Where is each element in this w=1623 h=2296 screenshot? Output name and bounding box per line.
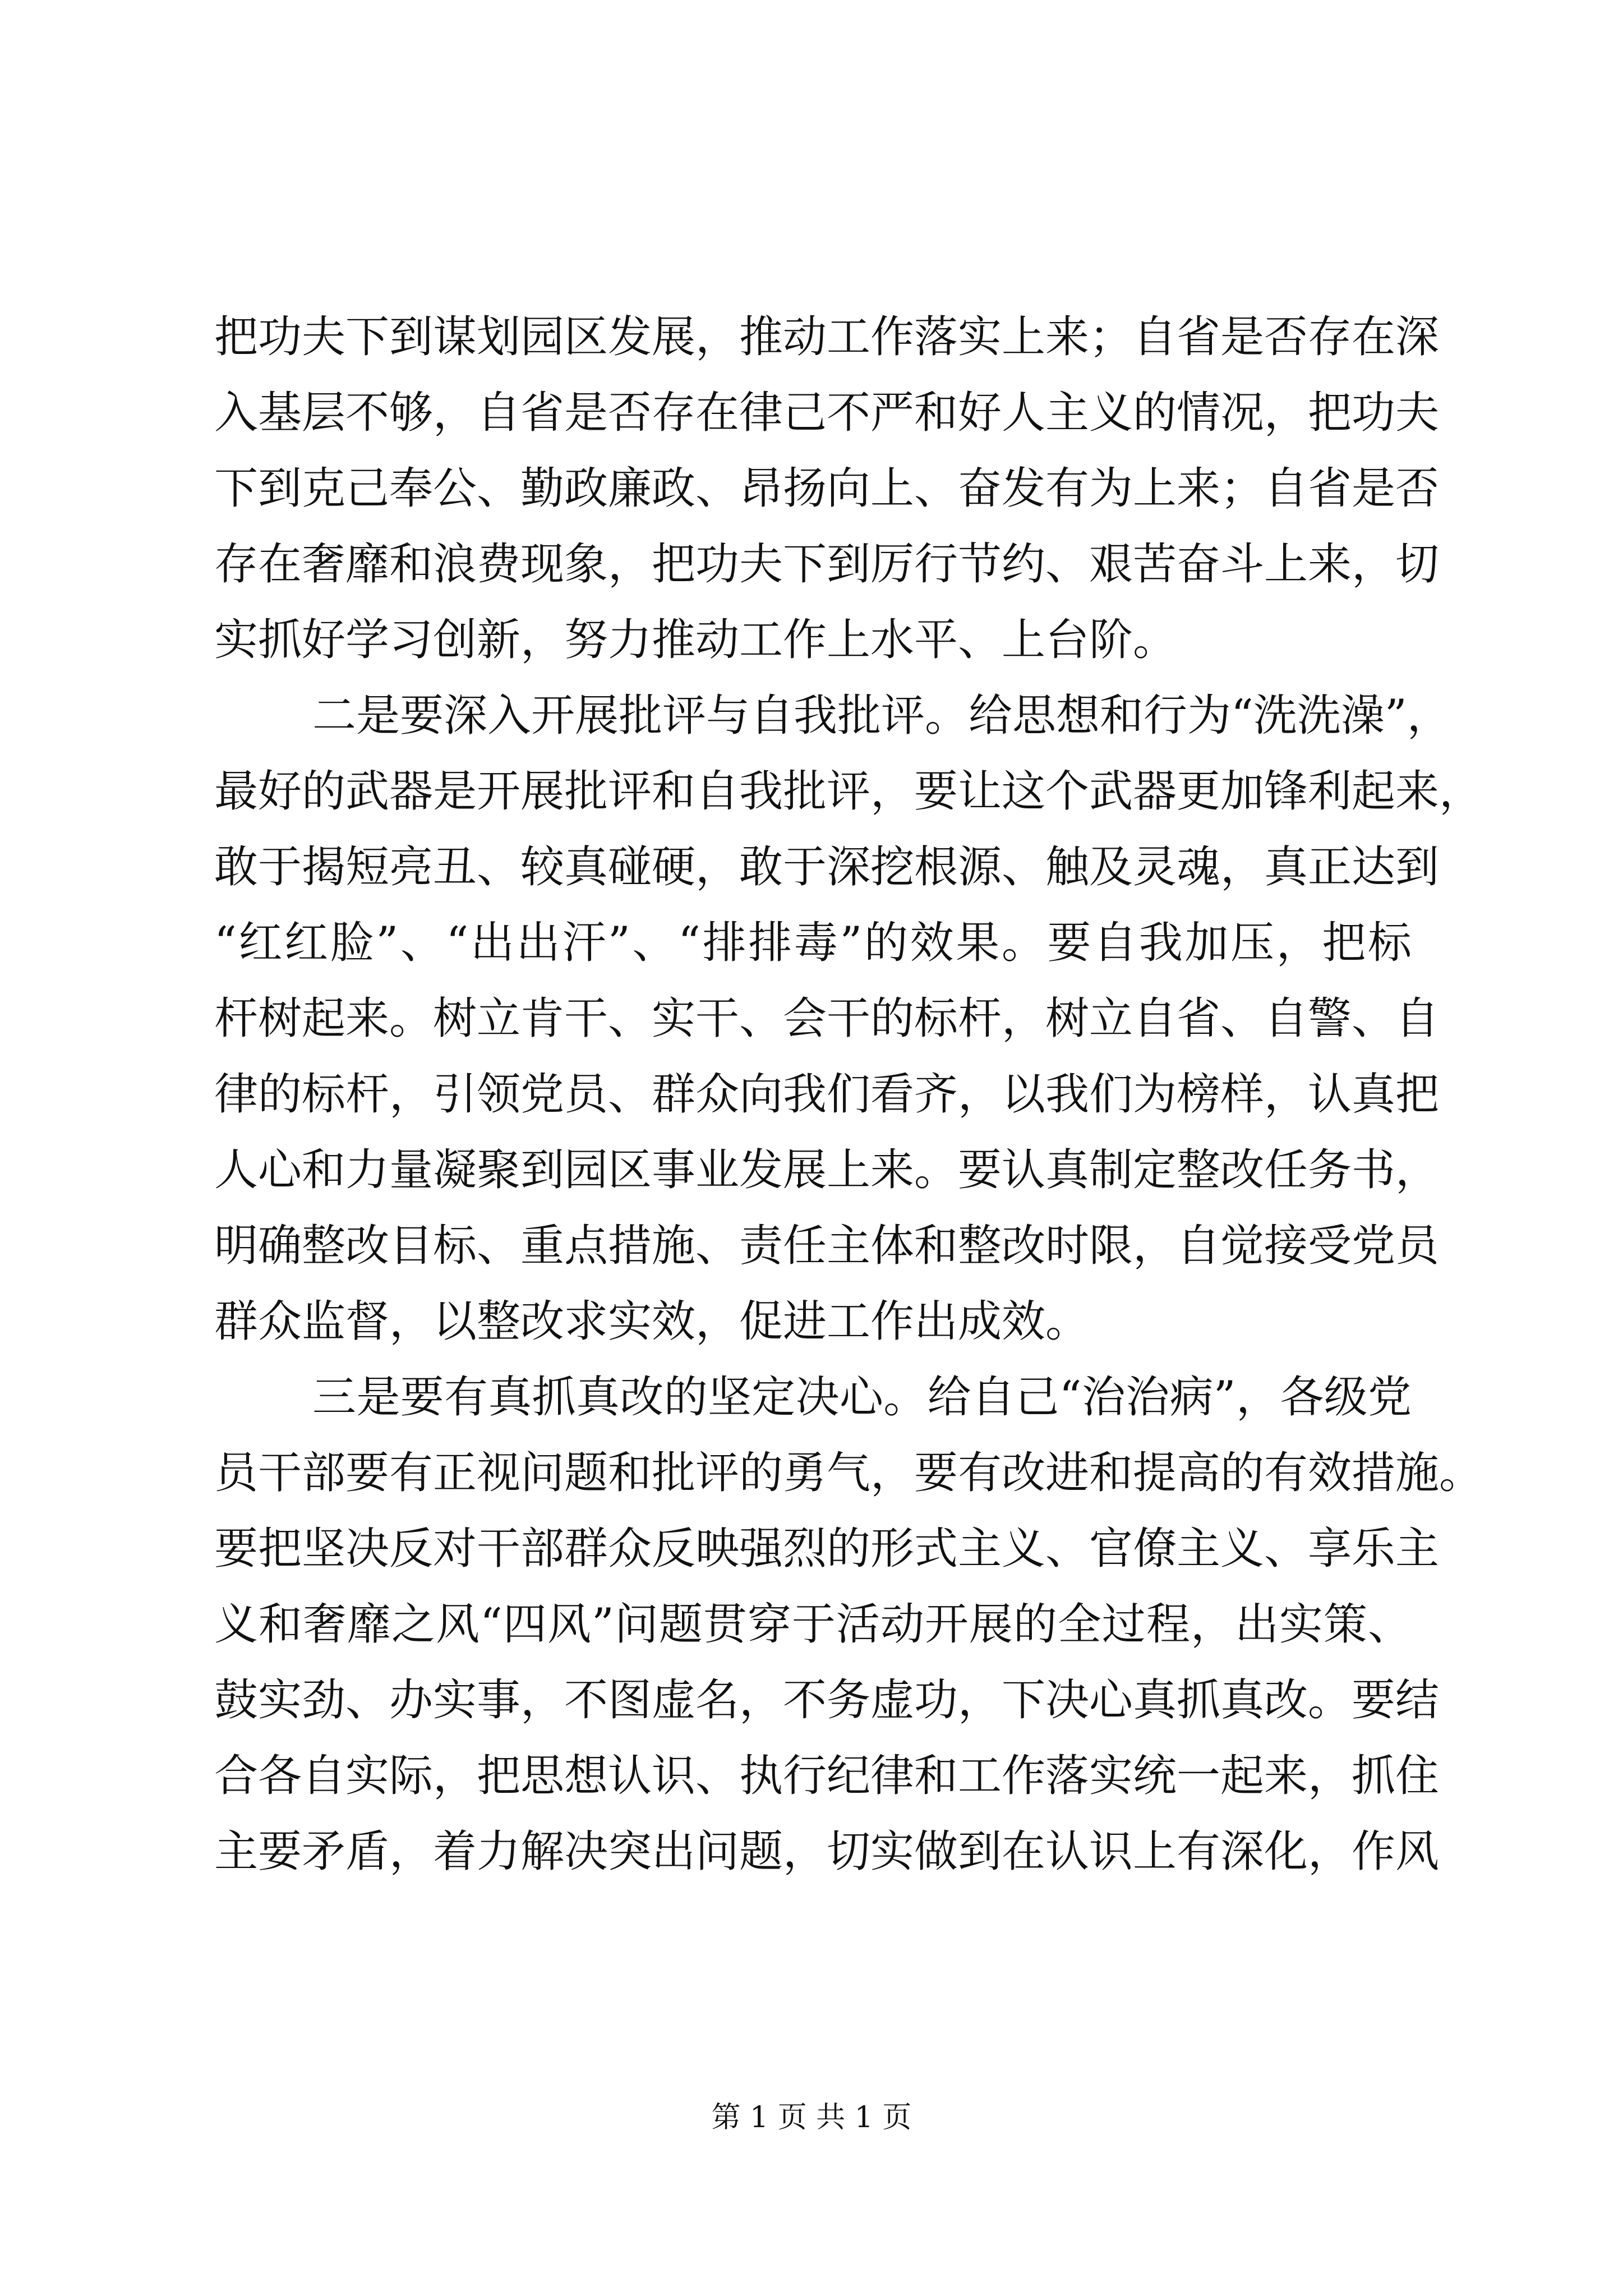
text-line: 入基层不够，自省是否存在律己不严和好人主义的情况，把功夫 [214, 388, 1440, 438]
text-line: 主要矛盾，着力解决突出问题，切实做到在认识上有深化，作风 [214, 1826, 1440, 1877]
text-line: “红红脸”、“出出汗”、“排排毒”的效果。要自我加压，把标 [214, 918, 1412, 968]
text-line: 群众监督，以整改求实效，促进工作出成效。 [214, 1296, 1090, 1347]
page-footer: 第 1 页 共 1 页 [711, 2101, 912, 2134]
text-line: 明确整改目标、重点措施、责任主体和整改时限，自觉接受党员 [214, 1221, 1440, 1271]
text-line: 义和奢靡之风“四风”问题贯穿于活动开展的全过程，出实策、 [214, 1599, 1412, 1650]
text-line: 要把坚决反对干部群众反映强烈的形式主义、官僚主义、享乐主 [214, 1524, 1440, 1574]
text-line: 律的标杆，引领党员、群众向我们看齐，以我们为榜样，认真把 [214, 1069, 1440, 1120]
text-line: 最好的武器是开展批评和自我批评，要让这个武器更加锋利起来， [214, 766, 1483, 817]
text-line: 杆树起来。树立肯干、实干、会干的标杆，树立自省、自警、自 [214, 993, 1440, 1044]
text-line: 实抓好学习创新，努力推动工作上水平、上台阶。 [214, 615, 1177, 665]
text-line: 把功夫下到谋划园区发展，推动工作落实上来；自省是否存在深 [214, 312, 1440, 362]
text-line: 员干部要有正视问题和批评的勇气，要有改进和提高的有效措施。 [214, 1448, 1483, 1498]
text-line: 合各自实际，把思想认识、执行纪律和工作落实统一起来，抓住 [214, 1751, 1440, 1801]
text-line: 敢于揭短亮丑、较真碰硬，敢于深挖根源、触及灵魂，真正达到 [214, 842, 1440, 892]
document-body [214, 300, 1483, 1890]
paragraph-first-line: 三是要有真抓真改的坚定决心。给自己“治治病”，各级党 [312, 1372, 1412, 1423]
text-line: 鼓实劲、办实事，不图虚名，不务虚功，下决心真抓真改。要结 [214, 1675, 1440, 1726]
paragraph-first-line: 二是要深入开展批评与自我批评。给思想和行为“洗洗澡”， [312, 691, 1451, 741]
text-line: 下到克己奉公、勤政廉政、昂扬向上、奋发有为上来；自省是否 [214, 463, 1440, 514]
text-line: 存在奢靡和浪费现象，把功夫下到厉行节约、艰苦奋斗上来，切 [214, 539, 1440, 590]
text-line: 人心和力量凝聚到园区事业发展上来。要认真制定整改任务书， [214, 1145, 1440, 1195]
